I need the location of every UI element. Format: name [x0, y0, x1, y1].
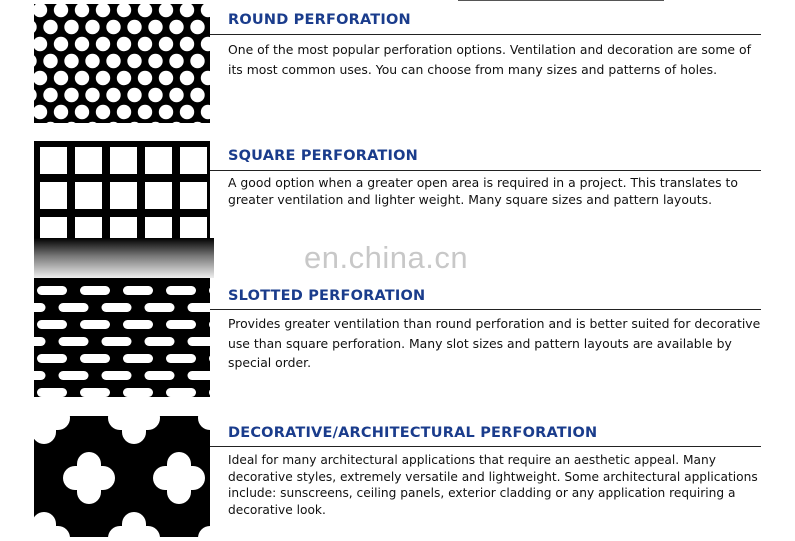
- pattern-hole: [59, 303, 89, 312]
- cross-hole-pattern-icon: [34, 416, 210, 537]
- pattern-hole: [138, 37, 152, 51]
- pattern-hole: [166, 388, 196, 397]
- pattern-hole: [169, 54, 183, 68]
- pattern-hole: [123, 320, 153, 329]
- slotted-perforation-swatch: [34, 278, 210, 397]
- pattern-hole: [96, 37, 110, 51]
- pattern-hole: [64, 88, 78, 102]
- pattern-hole: [180, 71, 194, 85]
- pattern-hole: [148, 88, 162, 102]
- pattern-hole: [85, 88, 99, 102]
- pattern-hole: [102, 303, 132, 312]
- pattern-hole: [153, 466, 205, 490]
- pattern-hole: [75, 182, 102, 209]
- pattern-hole: [108, 416, 160, 430]
- pattern-hole: [117, 37, 131, 51]
- pattern-hole: [145, 303, 175, 312]
- pattern-hole: [198, 526, 210, 537]
- pattern-hole: [40, 182, 67, 209]
- pattern-hole: [188, 371, 211, 380]
- round-hole-pattern-icon: [34, 4, 210, 123]
- section-description-square: A good option when a greater open area is required in a project. This translates to greater ventilation and lighter weight. Many square sizes and pattern layouts.: [228, 175, 738, 207]
- pattern-hole: [34, 371, 46, 380]
- section-description-round: One of the most popular perforation options. Ventilation and decoration are some of its most common uses. You can choose from many sizes and patterns of holes.: [228, 42, 751, 77]
- pattern-hole: [145, 147, 172, 174]
- section-divider: [210, 34, 761, 35]
- pattern-hole: [54, 4, 68, 17]
- top-divider: [458, 0, 664, 1]
- pattern-hole: [63, 466, 115, 490]
- decorative-perforation-swatch: [34, 416, 210, 537]
- pattern-hole: [190, 88, 204, 102]
- pattern-hole: [188, 303, 211, 312]
- pattern-hole: [37, 320, 67, 329]
- pattern-hole: [54, 37, 68, 51]
- pattern-hole: [169, 122, 183, 123]
- pattern-hole: [198, 416, 210, 430]
- pattern-hole: [34, 37, 47, 51]
- square-perforation-swatch: [34, 141, 210, 241]
- pattern-hole: [159, 105, 173, 119]
- pattern-hole: [148, 54, 162, 68]
- pattern-hole: [145, 371, 175, 380]
- pattern-hole: [209, 388, 210, 397]
- pattern-hole: [209, 354, 210, 363]
- pattern-hole: [110, 182, 137, 209]
- pattern-hole: [166, 320, 196, 329]
- pattern-hole: [37, 286, 67, 295]
- pattern-hole: [85, 20, 99, 34]
- pattern-hole: [34, 4, 47, 17]
- watermark-text: en.china.cn: [304, 240, 469, 275]
- pattern-hole: [64, 122, 78, 123]
- section-divider: [210, 446, 761, 447]
- pattern-hole: [34, 303, 46, 312]
- pattern-hole: [43, 54, 57, 68]
- pattern-hole: [34, 526, 70, 537]
- pattern-hole: [159, 71, 173, 85]
- square-hole-pattern-icon: [34, 141, 210, 241]
- pattern-hole: [159, 37, 173, 51]
- pattern-hole: [106, 122, 120, 123]
- pattern-hole: [106, 88, 120, 102]
- pattern-hole: [190, 20, 204, 34]
- pattern-hole: [169, 20, 183, 34]
- pattern-hole: [209, 320, 210, 329]
- pattern-hole: [80, 354, 110, 363]
- pattern-hole: [190, 54, 204, 68]
- pattern-hole: [96, 105, 110, 119]
- pattern-hole: [138, 4, 152, 17]
- round-perforation-swatch: [34, 4, 210, 123]
- pattern-hole: [166, 286, 196, 295]
- pattern-hole: [180, 182, 207, 209]
- pattern-hole: [37, 388, 67, 397]
- section-title-decorative: DECORATIVE/ARCHITECTURAL PERFORATION: [228, 425, 598, 441]
- pattern-hole: [138, 105, 152, 119]
- pattern-hole: [34, 105, 47, 119]
- pattern-hole: [34, 122, 37, 123]
- pattern-hole: [85, 122, 99, 123]
- pattern-hole: [117, 105, 131, 119]
- pattern-hole: [43, 20, 57, 34]
- pattern-hole: [159, 4, 173, 17]
- pattern-hole: [54, 105, 68, 119]
- section-divider: [210, 170, 761, 171]
- pattern-hole: [127, 54, 141, 68]
- pattern-hole: [64, 20, 78, 34]
- pattern-hole: [145, 337, 175, 346]
- pattern-hole: [102, 337, 132, 346]
- section-description-decorative: Ideal for many architectural applications that require an aesthetic appeal. Many decorative styles, extremely versatile and lightweight. Some architectural applications include: sunscreens, ceiling panels, exterior cladding or any application requiring a decorative look.: [228, 453, 758, 517]
- pattern-hole: [34, 416, 70, 430]
- pattern-hole: [108, 526, 160, 537]
- section-divider: [210, 309, 761, 310]
- pattern-hole: [80, 388, 110, 397]
- pattern-hole: [127, 20, 141, 34]
- pattern-hole: [188, 337, 211, 346]
- section-title-slotted: SLOTTED PERFORATION: [228, 288, 426, 304]
- pattern-hole: [123, 286, 153, 295]
- section-title-square: SQUARE PERFORATION: [228, 148, 418, 164]
- pattern-hole: [37, 354, 67, 363]
- pattern-hole: [75, 37, 89, 51]
- pattern-hole: [54, 71, 68, 85]
- pattern-hole: [123, 354, 153, 363]
- pattern-hole: [96, 4, 110, 17]
- pattern-hole: [85, 54, 99, 68]
- pattern-hole: [75, 4, 89, 17]
- pattern-hole: [190, 122, 204, 123]
- pattern-hole: [209, 286, 210, 295]
- pattern-hole: [148, 122, 162, 123]
- pattern-hole: [106, 54, 120, 68]
- pattern-hole: [34, 54, 37, 68]
- pattern-hole: [59, 371, 89, 380]
- pattern-hole: [43, 122, 57, 123]
- pattern-hole: [180, 4, 194, 17]
- pattern-hole: [96, 71, 110, 85]
- pattern-hole: [145, 182, 172, 209]
- pattern-hole: [201, 105, 210, 119]
- section-description-slotted: Provides greater ventilation than round perforation and is better suited for decorative use than square perforation. Many slot sizes and pattern layouts are available by special order.: [228, 316, 761, 370]
- pattern-hole: [34, 88, 37, 102]
- slot-hole-pattern-icon: [34, 278, 210, 397]
- pattern-hole: [75, 71, 89, 85]
- pattern-hole: [80, 286, 110, 295]
- pattern-hole: [43, 88, 57, 102]
- pattern-hole: [180, 105, 194, 119]
- section-title-round: ROUND PERFORATION: [228, 12, 411, 28]
- pattern-hole: [201, 4, 210, 17]
- pattern-hole: [34, 20, 37, 34]
- pattern-hole: [201, 71, 210, 85]
- pattern-hole: [180, 147, 207, 174]
- pattern-hole: [34, 71, 47, 85]
- pattern-hole: [117, 4, 131, 17]
- pattern-hole: [34, 337, 46, 346]
- pattern-hole: [106, 20, 120, 34]
- pattern-hole: [102, 371, 132, 380]
- pattern-hole: [110, 147, 137, 174]
- pattern-hole: [59, 337, 89, 346]
- pattern-hole: [148, 20, 162, 34]
- swatch-fade: [34, 238, 214, 278]
- pattern-hole: [180, 37, 194, 51]
- pattern-hole: [64, 54, 78, 68]
- pattern-hole: [123, 388, 153, 397]
- pattern-hole: [80, 320, 110, 329]
- pattern-hole: [166, 354, 196, 363]
- pattern-hole: [75, 105, 89, 119]
- pattern-hole: [127, 88, 141, 102]
- pattern-hole: [127, 122, 141, 123]
- pattern-hole: [117, 71, 131, 85]
- pattern-hole: [75, 147, 102, 174]
- pattern-hole: [169, 88, 183, 102]
- pattern-hole: [201, 37, 210, 51]
- pattern-hole: [40, 147, 67, 174]
- pattern-hole: [138, 71, 152, 85]
